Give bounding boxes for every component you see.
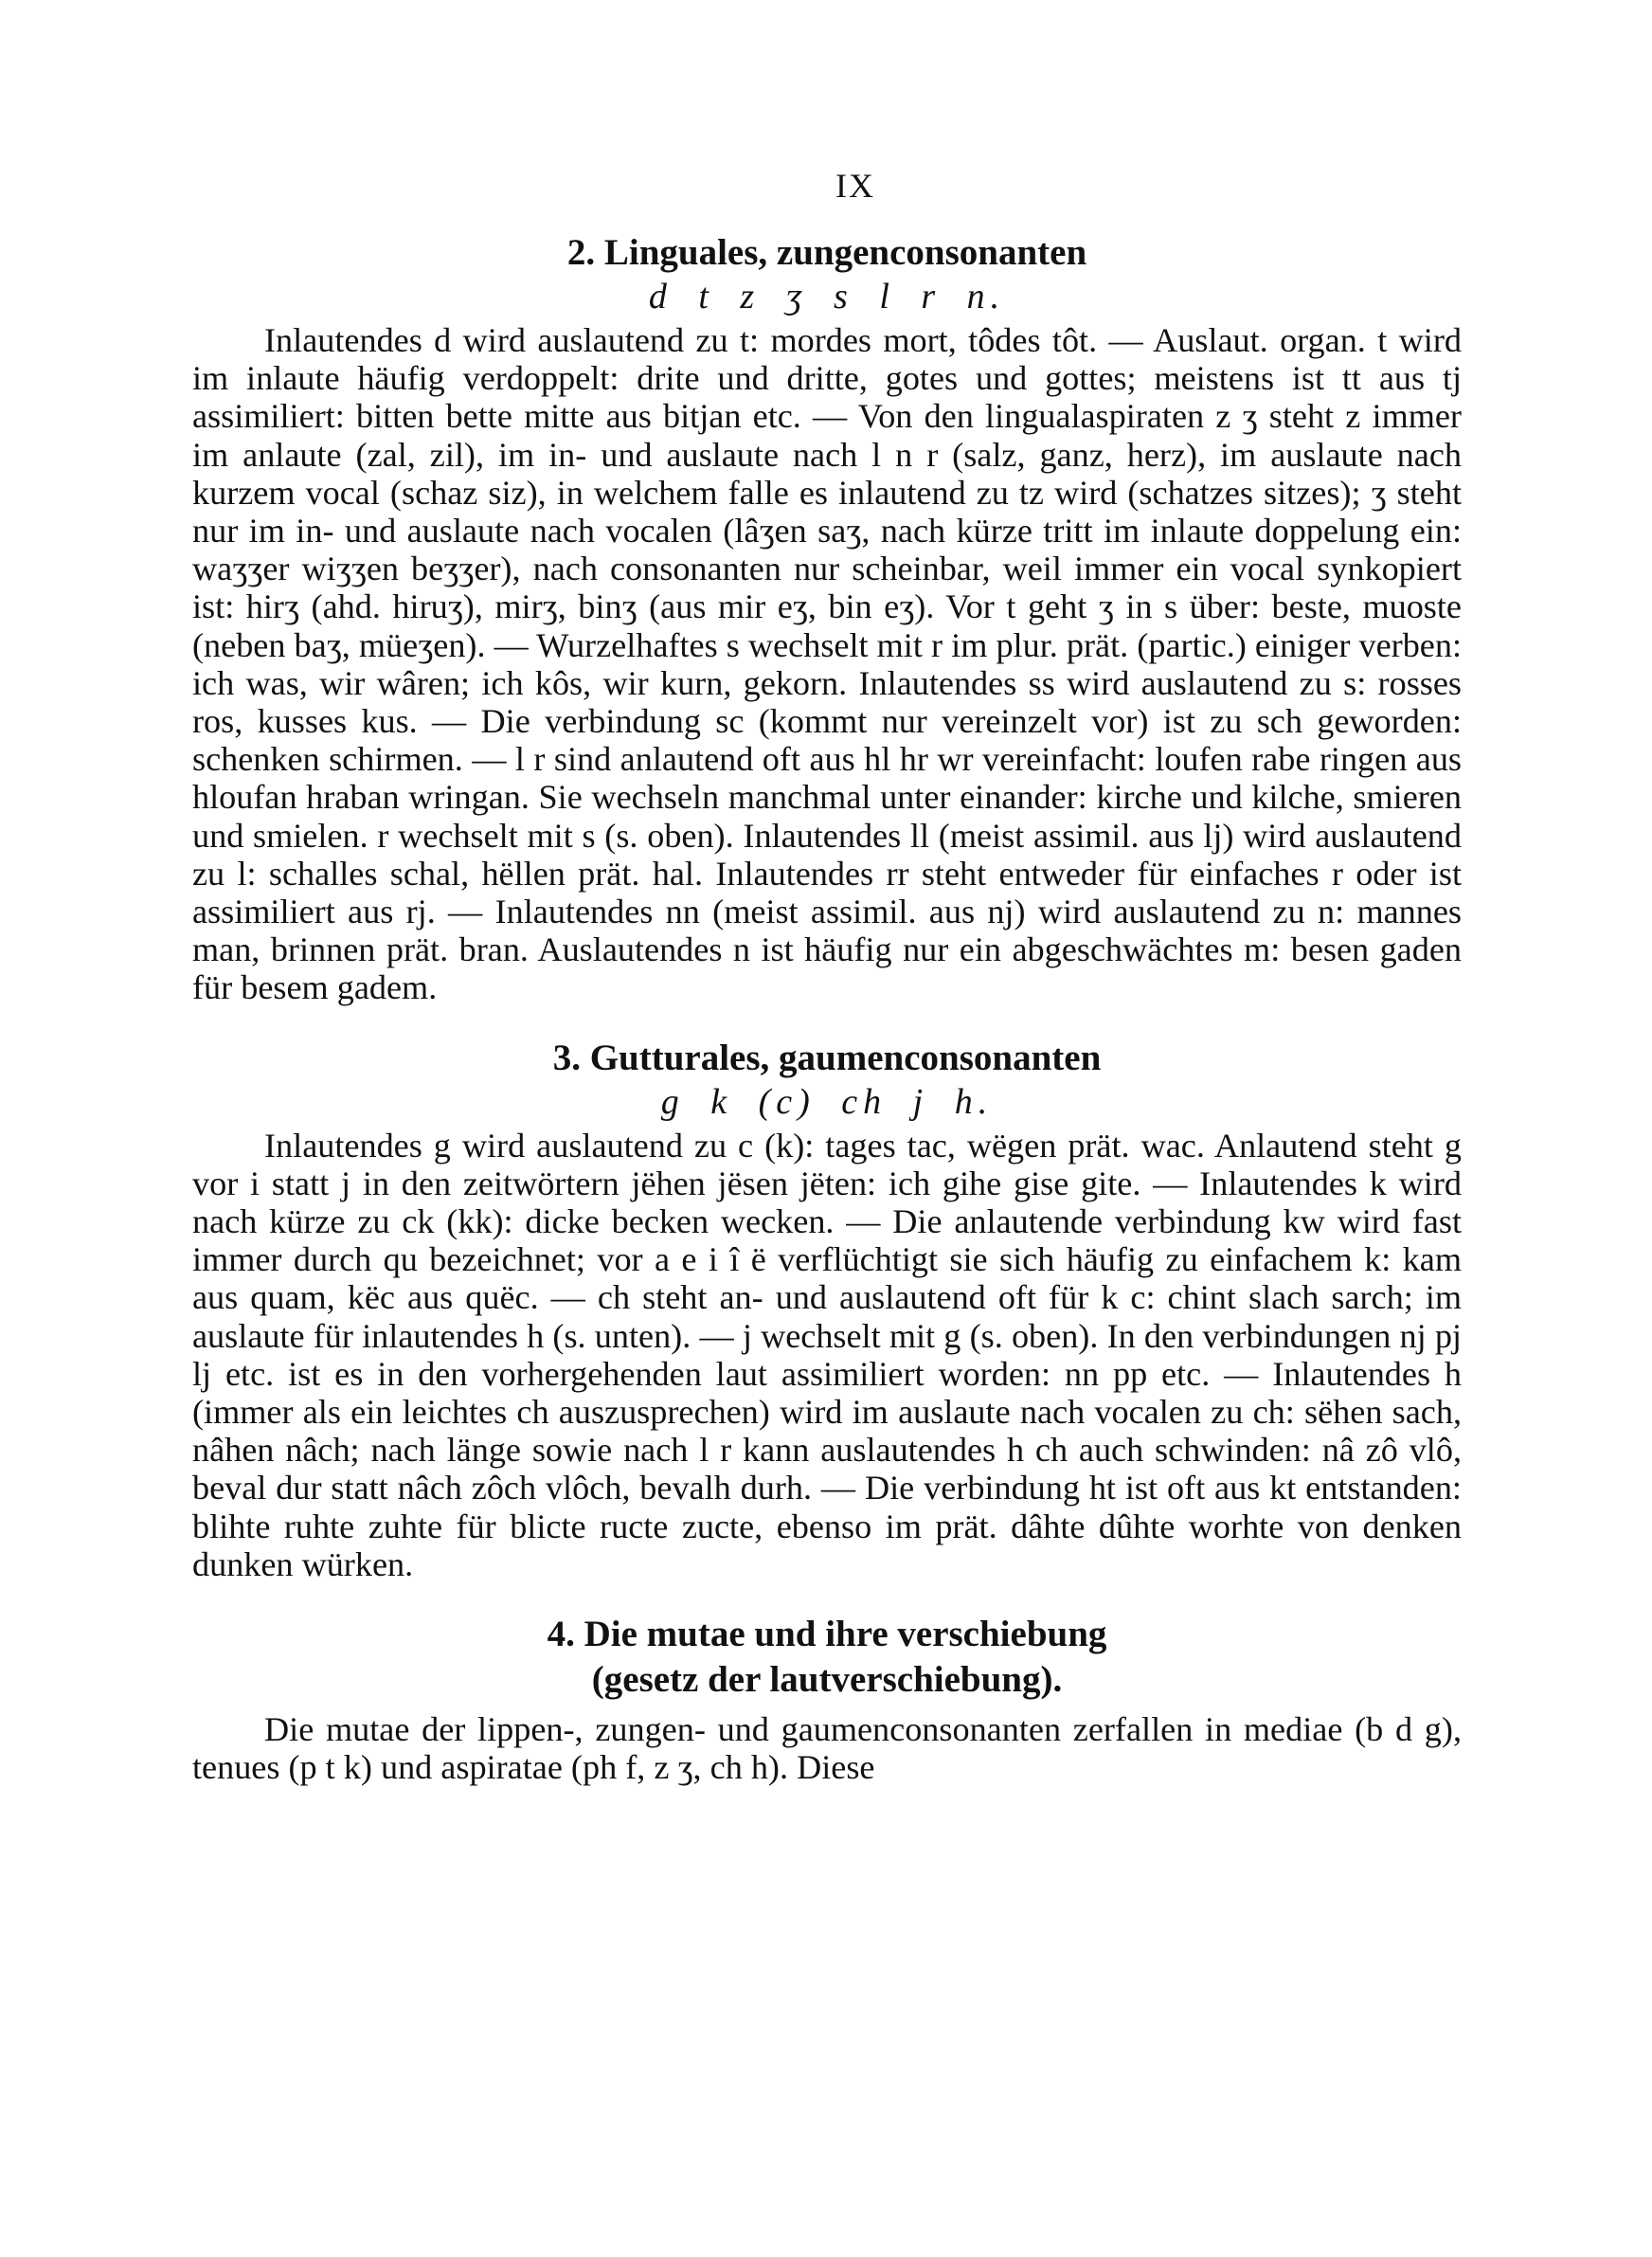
section-body-text: Inlautendes g wird auslautend zu c (k): tages tac, wëgen prät. wac. Anlautend steht g vor i statt j in den zeitwörtern jëhen jësen jëten: ich gihe gise gite. — Inlautendes k wird nach kürze zu ck (kk): dicke becken wecken. — Die anlautende verbindung kw wird fast immer durch qu bezeichnet; vor a e i î ë verflüchtigt sie sich häufig zu einfachem k: kam aus quam, këc aus quëc. — ch steht an- und auslautend oft für k c: chint slach sarch; im auslaute für inlautendes h (s. unten). — j wechselt mit g (s. oben). In den verbindungen nj pj lj etc. ist es in den vorhergehenden laut assimiliert worden: nn pp etc. — Inlautendes h (immer als ein leichtes ch auszusprechen) wird im auslaute nach vocalen zu ch: sëhen sach, nâhen nâch; nach länge sowie nach l r kann auslautendes h ch auch schwinden: nâ zô vlô, beval dur statt nâch zôch vlôch, bevalh durh. — Die verbindung ht ist oft aus kt entstanden: blihte ruhte zuhte für blicte ructe zucte, ebenso im prät. dâhte dûhte worhte von denken dunken würken.	[192, 1126, 1462, 1583]
section-letters: g k (c) ch j h.	[660, 1081, 994, 1122]
section-heading-line1: 4. Die mutae und ihre verschiebung	[547, 1614, 1107, 1655]
section-linguales	[192, 230, 1462, 1007]
section-letters: d t z ʒ s l r n.	[648, 277, 1006, 316]
section-gutturales	[192, 1036, 1462, 1583]
book-page	[192, 166, 1462, 1787]
section-heading: 3. Gutturales, gaumenconsonanten	[552, 1037, 1102, 1078]
section-heading-line2: (gesetz der lautverschiebung).	[591, 1659, 1063, 1701]
page-number: IX	[835, 167, 875, 205]
section-body-text: Inlautendes d wird auslautend zu t: mordes mort, tôdes tôt. — Auslaut. organ. t wird im inlaute häufig verdoppelt: drite und dritte, gotes und gottes; meistens ist tt aus tj assimiliert: bitten bette mitte aus bitjan etc. — Von den lingualaspiraten z ʒ steht z immer im anlaute (zal, zil), im in- und auslaute nach l n r (salz, ganz, herz), im auslaute nach kurzem vocal (schaz siz), in welchem falle es inlautend zu tz wird (schatzes sitzes); ʒ steht nur im in- und auslaute nach vocalen (lâʒen saʒ, nach kürze tritt im inlaute doppelung ein: waʒʒer wiʒʒen beʒʒer), nach consonanten nur scheinbar, weil immer ein vocal synkopiert ist: hirʒ (ahd. hiruʒ), mirʒ, binʒ (aus mir eʒ, bin eʒ). Vor t geht ʒ in s über: beste, muoste (neben baʒ, müeʒen). — Wurzelhaftes s wechselt mit r im plur. prät. (partic.) einiger verben: ich was, wir wâren; ich kôs, wir kurn, gekorn. Inlautendes ss wird auslautend zu s: rosses ros, kusses kus. — Die verbindung sc (kommt nur vereinzelt vor) ist zu sch geworden: schenken schirmen. — l r sind anlautend oft aus hl hr wr vereinfacht: loufen rabe ringen aus hloufan hraban wringan. Sie wechseln manchmal unter einander: kirche und kilche, smieren und smielen. r wechselt mit s (s. oben). Inlautendes ll (meist assimil. aus lj) wird auslautend zu l: schalles schal, hëllen prät. hal. Inlautendes rr steht entweder für einfaches r oder ist assimiliert aus rj. — Inlautendes nn (meist assimil. aus nj) wird auslautend zu n: mannes man, brinnen prät. bran. Auslautendes n ist häufig nur ein abgeschwächtes m: besen gaden für besem gadem.	[192, 321, 1462, 1007]
section-body-text: Die mutae der lippen-, zungen- und gaumenconsonanten zerfallen in mediae (b d g), tenues (p t k) und aspiratae (ph f, z ʒ, ch h). Diese	[192, 1710, 1462, 1787]
section-heading: 2. Linguales, zungenconsonanten	[566, 232, 1087, 273]
section-mutae	[192, 1612, 1462, 1786]
